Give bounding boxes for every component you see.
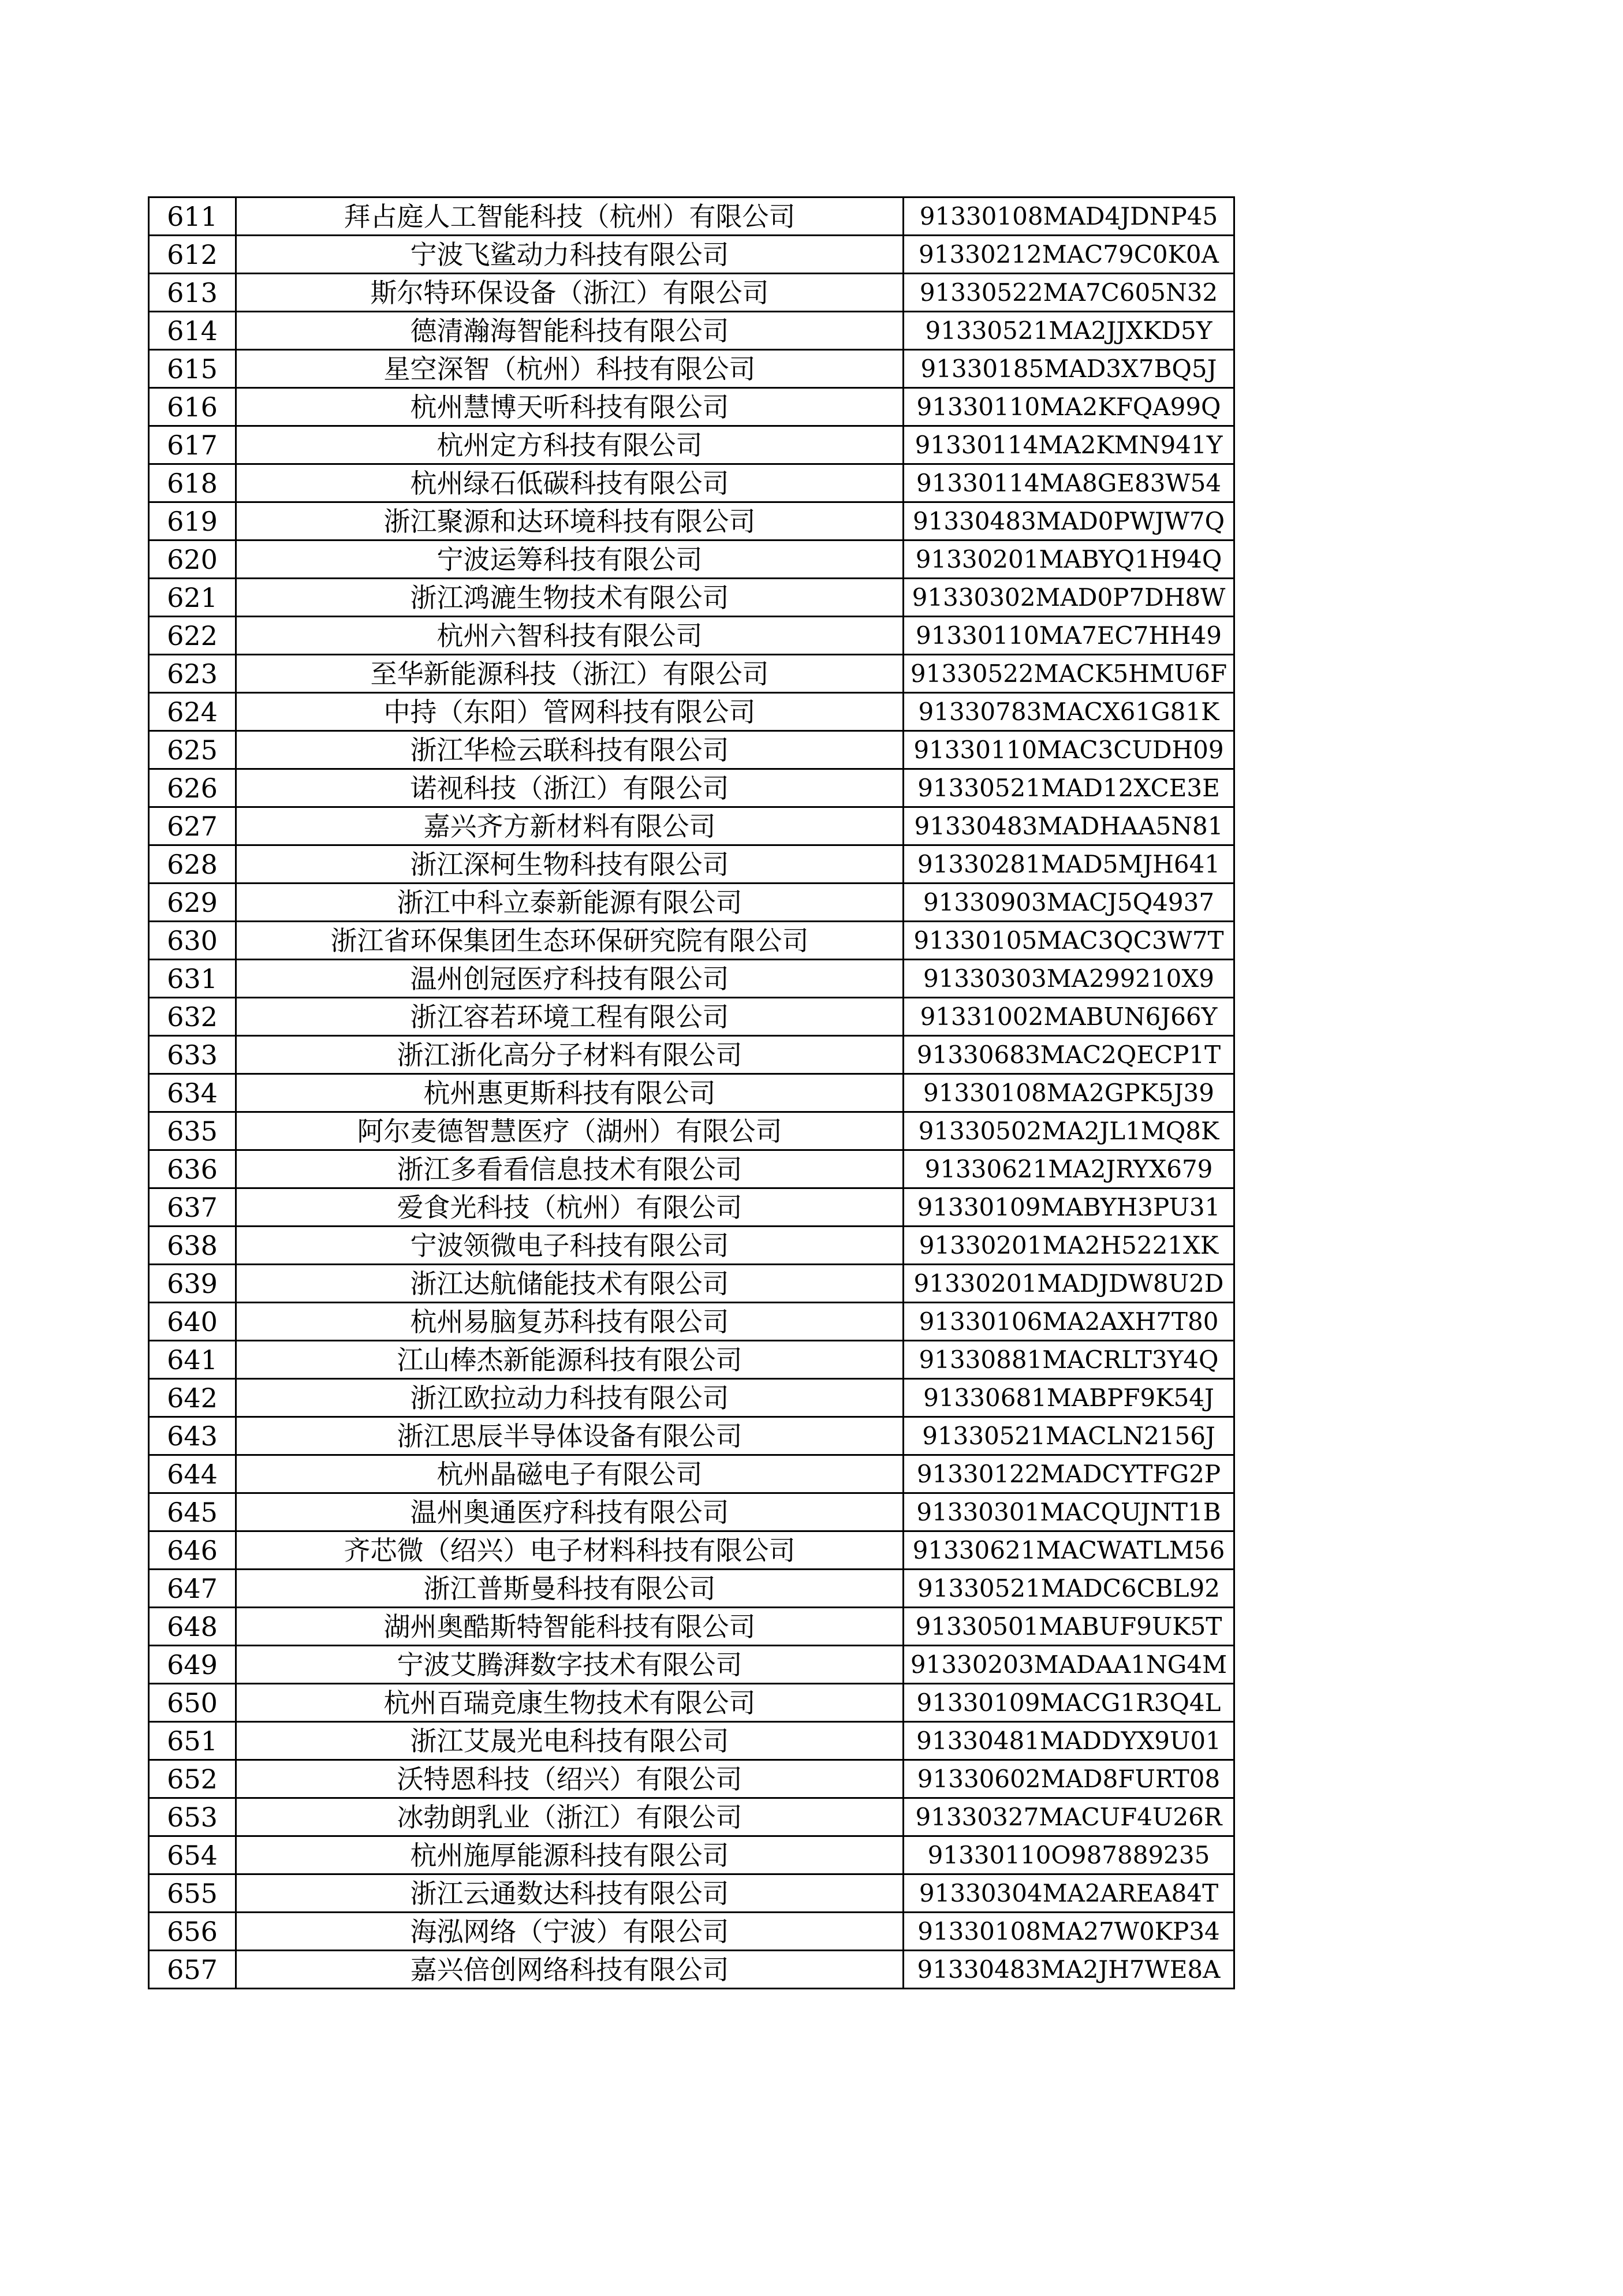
credit-code-cell: 91330304MA2AREA84T (904, 1874, 1234, 1913)
credit-code-cell: 91330621MA2JRYX679 (904, 1150, 1234, 1188)
row-number-cell: 644 (149, 1455, 236, 1493)
company-name-cell: 温州奥通医疗科技有限公司 (236, 1493, 904, 1531)
company-list-table (148, 196, 1235, 1989)
table-row (149, 426, 1234, 464)
company-name-cell: 沃特恩科技（绍兴）有限公司 (236, 1760, 904, 1798)
credit-code-cell: 91330201MADJDW8U2D (904, 1265, 1234, 1303)
credit-code-cell: 91330108MAD4JDNP45 (904, 197, 1234, 236)
row-number-cell: 654 (149, 1836, 236, 1874)
company-name-cell: 宁波飞鲨动力科技有限公司 (236, 236, 904, 274)
table-row (149, 617, 1234, 655)
row-number-cell: 657 (149, 1951, 236, 1989)
table-row (149, 1646, 1234, 1684)
company-name-cell: 杭州易脑复苏科技有限公司 (236, 1303, 904, 1341)
credit-code-cell: 91330522MACK5HMU6F (904, 655, 1234, 693)
row-number-cell: 652 (149, 1760, 236, 1798)
table-row (149, 274, 1234, 312)
company-name-cell: 杭州定方科技有限公司 (236, 426, 904, 464)
table-row (149, 1913, 1234, 1951)
credit-code-cell: 91330301MACQUJNT1B (904, 1493, 1234, 1531)
company-name-cell: 杭州惠更斯科技有限公司 (236, 1074, 904, 1112)
credit-code-cell: 91330110MA2KFQA99Q (904, 388, 1234, 426)
credit-code-cell: 91330521MAD12XCE3E (904, 769, 1234, 807)
credit-code-cell: 91330201MABYQ1H94Q (904, 541, 1234, 579)
row-number-cell: 620 (149, 541, 236, 579)
company-name-cell: 浙江聚源和达环境科技有限公司 (236, 502, 904, 541)
company-name-cell: 星空深智（杭州）科技有限公司 (236, 350, 904, 388)
company-name-cell: 杭州绿石低碳科技有限公司 (236, 464, 904, 502)
company-name-cell: 浙江鸿漉生物技术有限公司 (236, 579, 904, 617)
table-row (149, 1074, 1234, 1112)
row-number-cell: 623 (149, 655, 236, 693)
company-name-cell: 杭州六智科技有限公司 (236, 617, 904, 655)
row-number-cell: 611 (149, 197, 236, 236)
credit-code-cell: 91330114MA8GE83W54 (904, 464, 1234, 502)
table-row (149, 1951, 1234, 1989)
table-row (149, 1455, 1234, 1493)
row-number-cell: 621 (149, 579, 236, 617)
company-name-cell: 湖州奥酷斯特智能科技有限公司 (236, 1608, 904, 1646)
table-row (149, 1112, 1234, 1150)
table-row (149, 1798, 1234, 1836)
company-name-cell: 嘉兴齐方新材料有限公司 (236, 807, 904, 845)
company-name-cell: 拜占庭人工智能科技（杭州）有限公司 (236, 197, 904, 236)
row-number-cell: 655 (149, 1874, 236, 1913)
table-row (149, 1836, 1234, 1874)
company-name-cell: 浙江普斯曼科技有限公司 (236, 1570, 904, 1608)
table-row (149, 1227, 1234, 1265)
company-name-cell: 浙江欧拉动力科技有限公司 (236, 1379, 904, 1417)
credit-code-cell: 91330483MA2JH7WE8A (904, 1951, 1234, 1989)
table-row (149, 655, 1234, 693)
row-number-cell: 656 (149, 1913, 236, 1951)
row-number-cell: 646 (149, 1531, 236, 1570)
company-name-cell: 浙江云通数达科技有限公司 (236, 1874, 904, 1913)
row-number-cell: 645 (149, 1493, 236, 1531)
row-number-cell: 639 (149, 1265, 236, 1303)
company-name-cell: 宁波运筹科技有限公司 (236, 541, 904, 579)
credit-code-cell: 91330281MAD5MJH641 (904, 845, 1234, 884)
table-row (149, 693, 1234, 731)
table-row (149, 769, 1234, 807)
table-row (149, 807, 1234, 845)
row-number-cell: 619 (149, 502, 236, 541)
credit-code-cell: 91330783MACX61G81K (904, 693, 1234, 731)
credit-code-cell: 91330483MADHAA5N81 (904, 807, 1234, 845)
company-name-cell: 齐芯微（绍兴）电子材料科技有限公司 (236, 1531, 904, 1570)
table-row (149, 1150, 1234, 1188)
table-row (149, 1417, 1234, 1455)
company-name-cell: 爱食光科技（杭州）有限公司 (236, 1188, 904, 1227)
credit-code-cell: 91330683MAC2QECP1T (904, 1036, 1234, 1074)
company-name-cell: 宁波领微电子科技有限公司 (236, 1227, 904, 1265)
row-number-cell: 615 (149, 350, 236, 388)
company-name-cell: 浙江华检云联科技有限公司 (236, 731, 904, 769)
credit-code-cell: 91330881MACRLT3Y4Q (904, 1341, 1234, 1379)
company-name-cell: 浙江多看看信息技术有限公司 (236, 1150, 904, 1188)
credit-code-cell: 91330106MA2AXH7T80 (904, 1303, 1234, 1341)
credit-code-cell: 91330108MA27W0KP34 (904, 1913, 1234, 1951)
table-row (149, 998, 1234, 1036)
credit-code-cell: 91330501MABUF9UK5T (904, 1608, 1234, 1646)
company-name-cell: 德清瀚海智能科技有限公司 (236, 312, 904, 350)
row-number-cell: 636 (149, 1150, 236, 1188)
row-number-cell: 634 (149, 1074, 236, 1112)
row-number-cell: 618 (149, 464, 236, 502)
row-number-cell: 648 (149, 1608, 236, 1646)
company-name-cell: 浙江深柯生物科技有限公司 (236, 845, 904, 884)
company-name-cell: 杭州施厚能源科技有限公司 (236, 1836, 904, 1874)
table-row (149, 502, 1234, 541)
table-row (149, 1341, 1234, 1379)
company-name-cell: 杭州慧博天听科技有限公司 (236, 388, 904, 426)
table-row (149, 731, 1234, 769)
row-number-cell: 627 (149, 807, 236, 845)
table-row (149, 1684, 1234, 1722)
company-name-cell: 海泓网络（宁波）有限公司 (236, 1913, 904, 1951)
row-number-cell: 614 (149, 312, 236, 350)
table-row (149, 1608, 1234, 1646)
credit-code-cell: 91330327MACUF4U26R (904, 1798, 1234, 1836)
table-row (149, 1188, 1234, 1227)
table-row (149, 1531, 1234, 1570)
credit-code-cell: 91330110MA7EC7HH49 (904, 617, 1234, 655)
row-number-cell: 617 (149, 426, 236, 464)
company-name-cell: 杭州晶磁电子有限公司 (236, 1455, 904, 1493)
row-number-cell: 629 (149, 884, 236, 922)
row-number-cell: 647 (149, 1570, 236, 1608)
company-name-cell: 至华新能源科技（浙江）有限公司 (236, 655, 904, 693)
credit-code-cell: 91330303MA299210X9 (904, 960, 1234, 998)
table-row (149, 388, 1234, 426)
credit-code-cell: 91330201MA2H5221XK (904, 1227, 1234, 1265)
credit-code-cell: 91330109MABYH3PU31 (904, 1188, 1234, 1227)
company-name-cell: 杭州百瑞竞康生物技术有限公司 (236, 1684, 904, 1722)
credit-code-cell: 91330122MADCYTFG2P (904, 1455, 1234, 1493)
company-name-cell: 江山棒杰新能源科技有限公司 (236, 1341, 904, 1379)
table-row (149, 312, 1234, 350)
row-number-cell: 641 (149, 1341, 236, 1379)
company-name-cell: 中持（东阳）管网科技有限公司 (236, 693, 904, 731)
row-number-cell: 638 (149, 1227, 236, 1265)
company-name-cell: 浙江达航储能技术有限公司 (236, 1265, 904, 1303)
credit-code-cell: 91330105MAC3QC3W7T (904, 922, 1234, 960)
row-number-cell: 622 (149, 617, 236, 655)
company-name-cell: 温州创冠医疗科技有限公司 (236, 960, 904, 998)
table-row (149, 464, 1234, 502)
credit-code-cell: 91330502MA2JL1MQ8K (904, 1112, 1234, 1150)
table-row (149, 960, 1234, 998)
credit-code-cell: 91330903MACJ5Q4937 (904, 884, 1234, 922)
table-row (149, 1874, 1234, 1913)
row-number-cell: 651 (149, 1722, 236, 1760)
table-row (149, 350, 1234, 388)
row-number-cell: 616 (149, 388, 236, 426)
credit-code-cell: 91330521MADC6CBL92 (904, 1570, 1234, 1608)
table-row (149, 1036, 1234, 1074)
credit-code-cell: 91330602MAD8FURT08 (904, 1760, 1234, 1798)
credit-code-cell: 91330483MAD0PWJW7Q (904, 502, 1234, 541)
company-name-cell: 诺视科技（浙江）有限公司 (236, 769, 904, 807)
table-row (149, 1722, 1234, 1760)
credit-code-cell: 91331002MABUN6J66Y (904, 998, 1234, 1036)
row-number-cell: 633 (149, 1036, 236, 1074)
row-number-cell: 637 (149, 1188, 236, 1227)
table-body (149, 197, 1234, 1989)
credit-code-cell: 91330212MAC79C0K0A (904, 236, 1234, 274)
row-number-cell: 649 (149, 1646, 236, 1684)
table-row (149, 541, 1234, 579)
company-name-cell: 宁波艾腾湃数字技术有限公司 (236, 1646, 904, 1684)
credit-code-cell: 91330521MA2JJXKD5Y (904, 312, 1234, 350)
row-number-cell: 650 (149, 1684, 236, 1722)
row-number-cell: 628 (149, 845, 236, 884)
table-row (149, 1303, 1234, 1341)
table-row (149, 884, 1234, 922)
table-row (149, 1760, 1234, 1798)
row-number-cell: 635 (149, 1112, 236, 1150)
row-number-cell: 625 (149, 731, 236, 769)
credit-code-cell: 91330108MA2GPK5J39 (904, 1074, 1234, 1112)
credit-code-cell: 91330185MAD3X7BQ5J (904, 350, 1234, 388)
table-row (149, 1493, 1234, 1531)
table-row (149, 1379, 1234, 1417)
table-row (149, 197, 1234, 236)
row-number-cell: 630 (149, 922, 236, 960)
row-number-cell: 632 (149, 998, 236, 1036)
credit-code-cell: 91330110MAC3CUDH09 (904, 731, 1234, 769)
table-row (149, 1570, 1234, 1608)
row-number-cell: 640 (149, 1303, 236, 1341)
credit-code-cell: 91330114MA2KMN941Y (904, 426, 1234, 464)
row-number-cell: 626 (149, 769, 236, 807)
row-number-cell: 631 (149, 960, 236, 998)
table-row (149, 845, 1234, 884)
company-name-cell: 浙江中科立泰新能源有限公司 (236, 884, 904, 922)
credit-code-cell: 91330521MACLN2156J (904, 1417, 1234, 1455)
company-name-cell: 浙江思辰半导体设备有限公司 (236, 1417, 904, 1455)
row-number-cell: 653 (149, 1798, 236, 1836)
credit-code-cell: 91330109MACG1R3Q4L (904, 1684, 1234, 1722)
table-row (149, 579, 1234, 617)
company-name-cell: 浙江容若环境工程有限公司 (236, 998, 904, 1036)
row-number-cell: 642 (149, 1379, 236, 1417)
company-name-cell: 浙江浙化高分子材料有限公司 (236, 1036, 904, 1074)
credit-code-cell: 91330621MACWATLM56 (904, 1531, 1234, 1570)
table-row (149, 236, 1234, 274)
row-number-cell: 624 (149, 693, 236, 731)
credit-code-cell: 91330522MA7C605N32 (904, 274, 1234, 312)
company-name-cell: 阿尔麦德智慧医疗（湖州）有限公司 (236, 1112, 904, 1150)
row-number-cell: 613 (149, 274, 236, 312)
row-number-cell: 643 (149, 1417, 236, 1455)
credit-code-cell: 91330481MADDYX9U01 (904, 1722, 1234, 1760)
credit-code-cell: 91330302MAD0P7DH8W (904, 579, 1234, 617)
table-row (149, 1265, 1234, 1303)
table-row (149, 922, 1234, 960)
credit-code-cell: 91330110O987889235 (904, 1836, 1234, 1874)
credit-code-cell: 91330681MABPF9K54J (904, 1379, 1234, 1417)
company-name-cell: 浙江艾晟光电科技有限公司 (236, 1722, 904, 1760)
company-name-cell: 浙江省环保集团生态环保研究院有限公司 (236, 922, 904, 960)
company-name-cell: 冰勃朗乳业（浙江）有限公司 (236, 1798, 904, 1836)
company-name-cell: 嘉兴倍创网络科技有限公司 (236, 1951, 904, 1989)
credit-code-cell: 91330203MADAA1NG4M (904, 1646, 1234, 1684)
row-number-cell: 612 (149, 236, 236, 274)
company-name-cell: 斯尔特环保设备（浙江）有限公司 (236, 274, 904, 312)
